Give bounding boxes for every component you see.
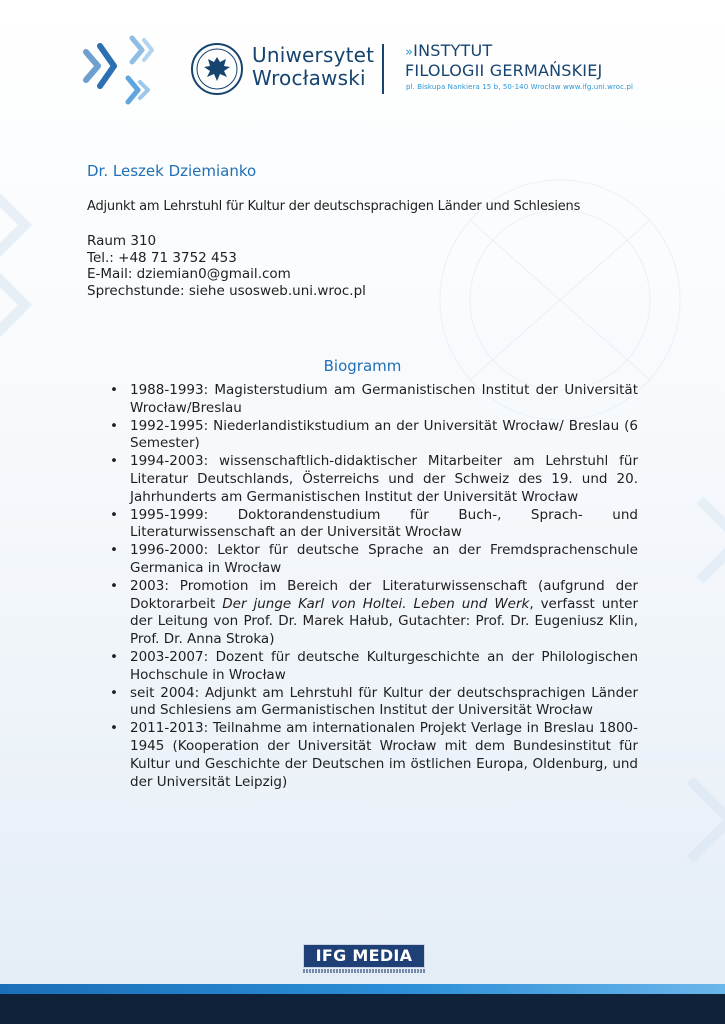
- biography-item: • 1996-2000: Lektor für deutsche Sprache an der Fremdsprachenschule Germanica in Wrocław: [108, 542, 638, 578]
- chevron-arrows-icon: [78, 32, 158, 112]
- header-divider: [382, 44, 384, 94]
- email-address: E-Mail: dziemian0@gmail.com: [87, 266, 291, 282]
- person-position: Adjunkt am Lehrstuhl für Kultur der deutschsprachigen Länder und Schlesiens: [87, 199, 581, 214]
- room-number: Raum 310: [87, 233, 157, 249]
- institute-address: pl. Biskupa Nankiera 15 b, 50-140 Wrocław www.ifg.uni.wroc.pl: [406, 83, 634, 91]
- university-name-line2: Wrocławski: [252, 66, 366, 90]
- biography-item: • 1992-1995: Niederlandistikstudium an der Universität Wrocław/ Breslau (6 Semester): [108, 418, 638, 454]
- ifg-media-logo-text: IFG MEDIA: [303, 944, 425, 968]
- institute-symbol: »: [405, 45, 414, 60]
- footer-accent-line: [0, 984, 725, 994]
- biography-item: [108, 578, 638, 649]
- footer-bar: [0, 994, 725, 1024]
- phone-number: Tel.: +48 71 3752 453: [87, 249, 237, 266]
- office-hours: Sprechstunde: siehe usosweb.uni.wroc.pl: [87, 282, 366, 299]
- biography-item: • 2011-2013: Teilnahme am internationalen Projekt Verlage in Breslau 1800-1945 (Kooperation der Universität Wrocław mit dem Bundesinstitut für Kultur und Geschichte der Deutschen im östlichen Europa, Oldenburg, und der Universität Leipzig): [108, 720, 638, 791]
- biography-item: • 1994-2003: wissenschaftlich-didaktischer Mitarbeiter am Lehrstuhl für Literatur Deutschlands, Österreichs und der Schweiz des 19. und 20. Jahrhunderts am Germanistischen Institut der Universität Wrocław: [108, 453, 638, 506]
- university-name-line1: Uniwersytet: [252, 43, 375, 67]
- biography-item-text: 2003: Promotion im Bereich der Literaturwissenschaft (aufgrund der Doktorarbeit: [130, 577, 638, 612]
- institute-title: [405, 42, 602, 80]
- contact-info: [87, 233, 366, 299]
- university-eagle-seal-icon: [190, 42, 244, 96]
- biography-item-text: , verfasst unter der Leitung von Prof. Dr. Marek Hałub, Gutachter: Prof. Dr. Eugeniusz Klin, Prof. Dr. Anna Stroka): [130, 595, 639, 648]
- ifg-media-logo: [303, 944, 425, 974]
- person-name: Dr. Leszek Dziemianko: [87, 162, 257, 180]
- biography-item: • seit 2004: Adjunkt am Lehrstuhl für Kultur der deutschsprachigen Länder und Schlesiens am Germanistischen Institut der Universität Wrocław: [108, 685, 638, 721]
- biography-item: • 1995-1999: Doktorandenstudium für Buch-, Sprach- und Literaturwissenschaft an der Universität Wrocław: [108, 507, 638, 543]
- biography-item: • 2003-2007: Dozent für deutsche Kulturgeschichte an der Philologischen Hochschule in Wrocław: [108, 649, 638, 685]
- dissertation-title: Der junge Karl von Holtei. Leben und Werk: [222, 595, 530, 612]
- biography-item: • 1988-1993: Magisterstudium am Germanistischen Institut der Universität Wrocław/Breslau: [108, 382, 638, 418]
- biography-heading: Biogramm: [323, 357, 402, 375]
- logo-tagline-strip: [303, 969, 425, 973]
- institute-title-line1: INSTYTUT: [413, 41, 493, 60]
- university-name: [252, 44, 374, 90]
- biography-list: [108, 382, 638, 791]
- page-header: [0, 0, 725, 120]
- institute-title-line2: FILOLOGII GERMAŃSKIEJ: [405, 61, 603, 80]
